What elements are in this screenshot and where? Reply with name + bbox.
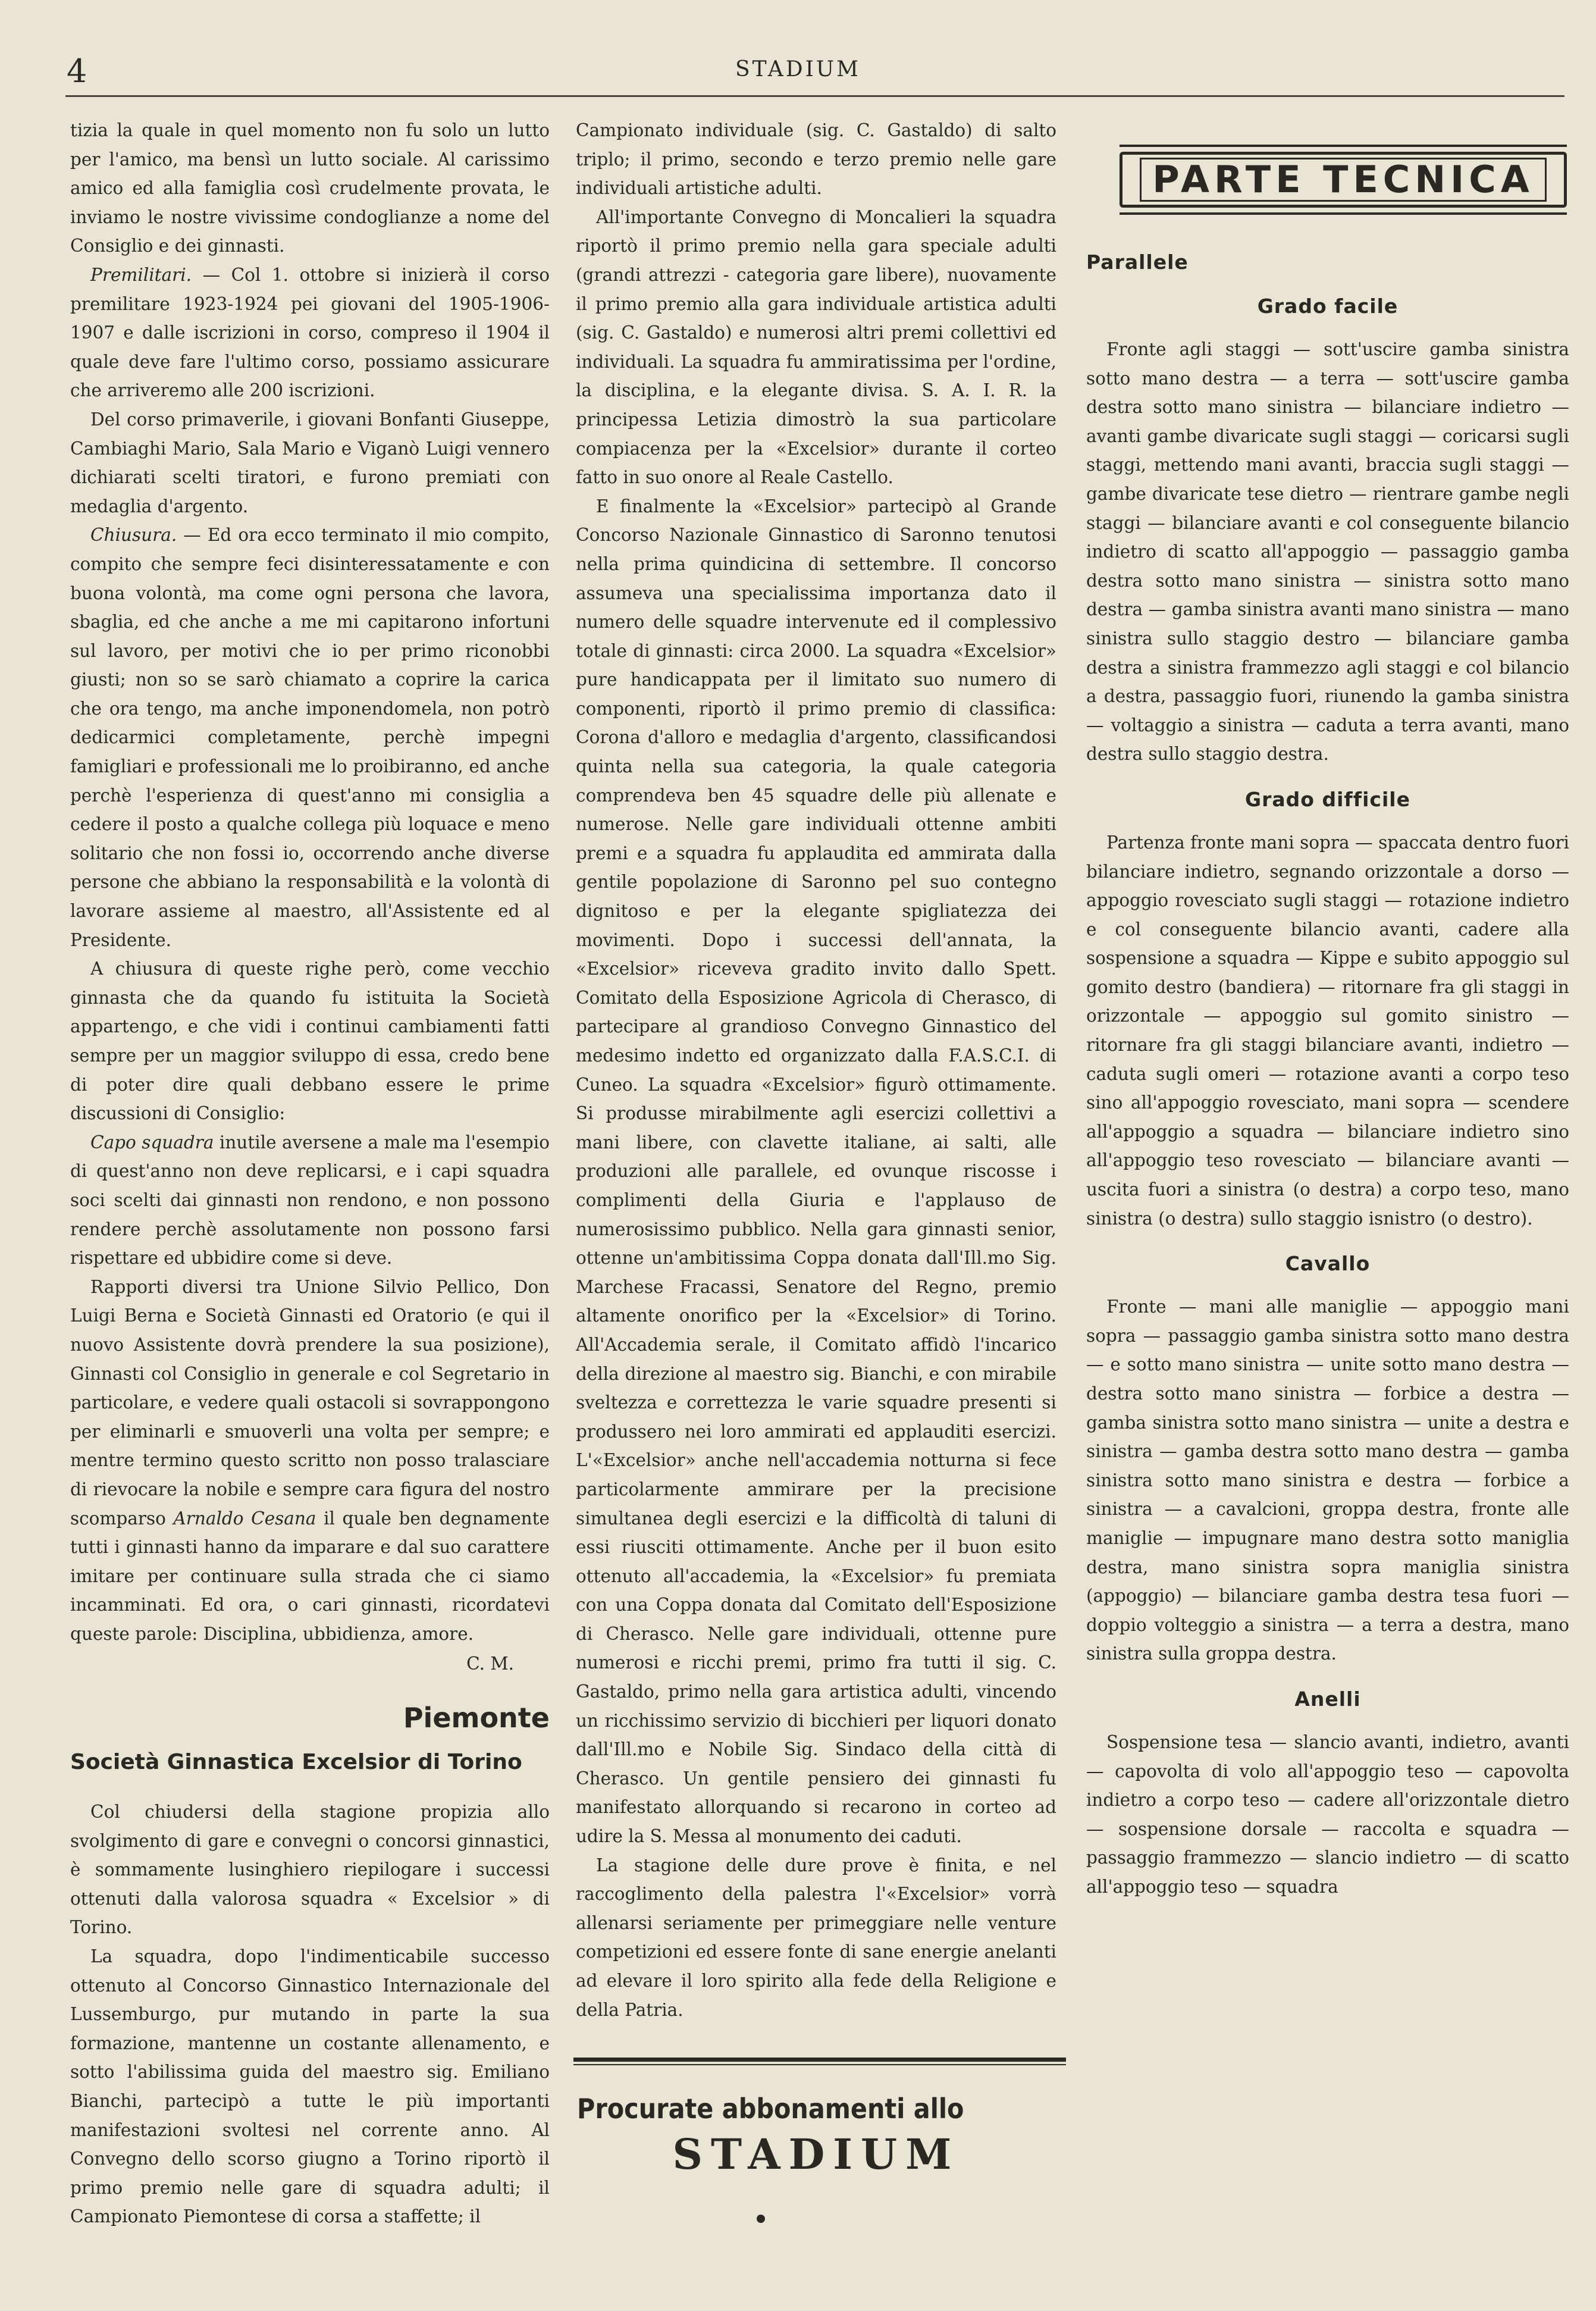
exercise-text: Sospensione tesa — slancio avanti, indietro, avanti — capovolta di volo all'appoggio teso — capovolta indietro a corpo teso — cadere all'orizzontale dietro — sospensione dorsale — raccolta e squadra — passaggio frammezzo — slancio indietro — di scatto all'appoggio teso — squadra xyxy=(1086,1731,1569,1897)
exercise-text: Partenza fronte mani sopra — spaccata dentro fuori bilanciare indietro, segnando orizzontale a dorso — appoggio rovesciato sugli staggi — rotazione indietro e col conseguente bilancio avanti, cadere alla sospensione a squadra — Kippe e subito appoggio sul gomito destro (bandiera) — ritornare fra gli staggi in orizzontale — appoggio sul gomito sinistro — ritornare fra gli staggi bilanciare avanti, indietro — caduta sugli omeri — rotazione avanti a corpo teso sino all'appoggio rovesciato, mani sopra — scendere all'appoggio a squadra — bilanciare indietro sino all'appoggio teso rovesciato — bilanciare avanti — uscita fuori a sinistra (o destra) a corpo teso, mano sinistra (o destra) sullo staggio isnistro (o destro). xyxy=(1086,832,1569,1229)
level-heading-facile: Grado facile xyxy=(1257,295,1399,318)
section-label: Chiusura. xyxy=(90,525,177,546)
apparatus-heading-anelli: Anelli xyxy=(1294,1687,1361,1711)
paragraph: Col chiudersi della stagione propizia allo svolgimento di gare e convegni o concorsi ginnastici, è sommamente lusinghiero riepilogare i successi ottenuti dalla valorosa squadra « Excelsior » di Torino. xyxy=(70,1802,550,1938)
banner-title: PARTE TECNICA xyxy=(1140,158,1547,202)
subscription-promo-line: Procurate abbonamenti allo xyxy=(577,2093,964,2125)
society-heading: Società Ginnastica Excelsior di Torino xyxy=(70,1750,522,1775)
paragraph-text: Rapporti diversi tra Unione Silvio Pellico, Don Luigi Berna e Società Ginnasti ed Oratorio (e qui il nuovo Assistente dovrà prendere la sua posizione), Ginnasti col Consiglio in generale e col Segretario in particolare, e vedere quali ostacoli si sovrappongono per eliminarli e smuoverli una volta per sempre; e mentre termino questo scritto non posso tralasciare di rievocare la nobile e sempre cara figura del nostro scomparso xyxy=(70,1276,550,1529)
section-separator xyxy=(573,2058,1066,2065)
apparatus-heading-cavallo: Cavallo xyxy=(1285,1252,1371,1276)
region-heading: Piemonte xyxy=(403,1702,550,1734)
paragraph-text: inutile aversene a male ma l'esempio di quest'anno non deve replicarsi, e i capi squadra soci scelti dai ginnasti non rendono, e non possono rendere perchè assolutamente non possono farsi rispettare ed ubbidire come si deve. xyxy=(70,1132,550,1269)
paragraph: La stagione delle dure prove è finita, e nel raccoglimento della palestra l'«Excelsior» vorrà allenarsi seriamente per primeggiare nelle venture competizioni ed essere fonte di sane energie anelanti ad elevare il loro spirito alla fede della Religione e della Patria. xyxy=(576,1855,1056,2020)
paragraph: A chiusura di queste righe però, come vecchio ginnasta che da quando fu istituita la Società appartengo, e che vidi i continui cambiamenti fatti sempre per un maggior sviluppo di essa, credo bene di poter dire quali debbano essere le prime discussioni di Consiglio: xyxy=(70,959,550,1124)
paragraph: All'importante Convegno di Moncalieri la squadra riportò il primo premio nella gara speciale adulti (grandi attrezzi - categoria gare libere), nuovamente il primo premio alla gara individuale artistica adulti (sig. C. Gastaldo) e numerosi altri premi collettivi ed individuali. La squadra fu ammiratissima per l'ordine, la disciplina, e la elegante divisa. S. A. I. R. la principessa Letizia dimostrò la sua particolare compiacenza per la «Excelsior» durante il corteo fatto in suo onore al Reale Castello. xyxy=(576,206,1056,488)
section-label: Premilitari. xyxy=(90,264,192,285)
column-left xyxy=(70,116,550,2231)
paragraph: E finalmente la «Excelsior» partecipò al Grande Concorso Nazionale Ginnastico di Saronno tenutosi nella prima quindicina di settembre. Il concorso assumeva una specialissima importanza dato il numero delle squadre intervenute ed il complessivo totale di ginnasti: circa 2000. La squadra «Excelsior» pure handicappata per il limitato suo numero di componenti, riportò il primo premio di classifica: Corona d'alloro e medaglia d'argento, classificandosi quinta nella sua categoria, la quale categoria comprendeva ben 45 squadre delle più allenate e numerose. Nelle gare individuali ottenne ambiti premi e a squadra fu applaudita ed ammirata dalla gentile popolazione di Saronno pel suo contegno dignitoso e per la elegante spigliatezza dei movimenti. Dopo i successi dell'annata, la «Excelsior» riceveva gradito invito dallo Spett. Comitato della Esposizione Agricola di Cherasco, di partecipare al grandioso Convegno Ginnastico del medesimo indetto ed organizzato dalla F.A.S.C.I. di Cuneo. La squadra «Excelsior» figurò ottimamente. Si produsse mirabilmente agli esercizi collettivi a mani libere, con clavette italiane, ai salti, alle produzioni alle parallele, ed ovunque riscosse i complimenti della Giuria e l'applauso de numerosissimo pubblico. Nella gara ginnasti senior, ottenne un'ambitissima Coppa donata dall'Ill.mo Sig. Marchese Fracassi, Senatore del Regno, premio altamente onorifico per la «Excelsior» di Torino. All'Accademia serale, il Comitato affidò l'incarico della direzione al maestro sig. Bianchi, e con mirabile sveltezza e correttezza le varie squadre presenti si produssero nei loro ammirati ed applauditi esercizi. L'«Excelsior» anche nell'accademia notturna si fece particolarmente ammirare per la precisione simultanea degli esercizi e la difficoltà di taluni di essi riusciti ottimamente. Anche per il buon esito ottenuto all'accademia, la «Excelsior» fu premiata con una Coppa donata dal Comitato dell'Esposizione di Cherasco. Nelle gare individuali, ottenne pure numerosi e ricchi premi, primo fra tutti il sig. C. Gastaldo, primo nella gara artistica adulti, vincendo un ricchissimo servizio di bicchieri per liquori donato dall'Ill.mo e Nobile Sig. Sindaco della città di Cherasco. Un gentile pensiero dei ginnasti fu manifestato allorquando si recarono in corteo ad udire la S. Messa al monumento dei caduti. xyxy=(576,496,1056,1847)
column-middle xyxy=(576,116,1056,2180)
person-name: Arnaldo Cesana xyxy=(173,1508,316,1529)
level-heading-difficile: Grado difficile xyxy=(1245,787,1410,811)
paragraph-text: — Col 1. ottobre si inizierà il corso premilitare 1923-1924 pei giovani del 1905-1906-1907 e dalle iscrizioni in corso, compreso il 1904 il quale deve fare l'ultimo corso, possiamo assicurare che arriveremo alle 200 iscrizioni. xyxy=(70,264,550,401)
print-dot xyxy=(757,2215,765,2223)
signature: C. M. xyxy=(466,1654,514,1674)
paragraph: Campionato individuale (sig. C. Gastaldo) di salto triplo; il primo, secondo e terzo premio nelle gare individuali artistiche adulti. xyxy=(576,120,1056,199)
section-label: Capo squadra xyxy=(90,1132,214,1153)
paragraph-rapporti xyxy=(70,1273,550,1649)
paragraph-text: — Ed ora ecco terminato il mio compito, compito che sempre feci disinteressatamente e con buona volontà, ma come ogni persona che lavora, sbaglia, ed che anche a me mi capitarono infortuni sul lavoro, per motivi che io per primo riconobbi giusti; non so se sarò chiamato a coprire la carica che ora tengo, ma anche imponendomela, non potrò dedicarmici completamente, perchè impegni famigliari e professionali me lo proibiranno, ed anche perchè l'esperienza di quest'anno mi consiglia a cedere il posto a qualche collega più loquace e meno solitario che non fossi io, occorrendo anche diverse persone che abbiano la responsabilità e la volontà di lavorare assieme al maestro, all'Assistente ed al Presidente. xyxy=(70,525,550,950)
paragraph: tizia la quale in quel momento non fu solo un lutto per l'amico, ma bensì un lutto sociale. Al carissimo amico ed alla famiglia così crudelmente provata, le inviamo le nostre vivissime condoglianze a nome del Consiglio e dei ginnasti. xyxy=(70,120,550,256)
subscription-promo-title: STADIUM xyxy=(672,2130,960,2180)
masthead-title: STADIUM xyxy=(735,57,861,82)
exercise-text: Fronte — mani alle maniglie — appoggio mani sopra — passaggio gamba sinistra sotto mano destra — e sotto mano sinistra — unite sotto mano destra — destra sotto mano sinistra — forbice a destra — gamba sinistra sotto mano sinistra — unite a destra e sinistra — gamba destra sotto mano destra — gamba sinistra sotto mano sinistra e destra — forbice a sinistra — a cavalcioni, groppa destra, fronte alle maniglie — impugnare mano destra sotto maniglia destra, mano sinistra sopra maniglia sinistra (appoggio) — bilanciare gamba destra tesa fuori — doppio volteggio a sinistra — a terra a destra, mano sinistra sulla groppa destra. xyxy=(1086,1297,1569,1664)
paragraph: Del corso primaverile, i giovani Bonfanti Giuseppe, Cambiaghi Mario, Sala Mario e Viganò Luigi vennero dichiarati scelti tiratori, e furono premiati con medaglia d'argento. xyxy=(70,409,550,516)
exercise-text: Fronte agli staggi — sott'uscire gamba sinistra sotto mano destra — a terra — sott'uscire gamba destra sotto mano sinistra — bilanciare indietro — avanti gambe divaricate sugli staggi — coricarsi sugli staggi, mettendo mani avanti, braccia sugli staggi — gambe divaricate tese dietro — rientrare gambe negli staggi — bilanciare avanti e col conseguente bilancio indietro di scatto all'appoggio — passaggio gamba destra sotto mano sinistra — sinistra sotto mano destra — gamba sinistra avanti mano sinistra — mano sinistra sullo staggio destro — bilanciare gamba destra a sinistra frammezzo agli staggi e col bilancio a destra, passaggio fuori, riunendo la gamba sinistra — voltaggio a sinistra — caduta a terra avanti, mano destra sullo staggio destra. xyxy=(1086,339,1569,765)
paragraph-premilitari xyxy=(70,261,550,405)
paragraph-chiusura xyxy=(70,521,550,954)
column-right xyxy=(1086,116,1569,1902)
paragraph-text: il quale ben degnamente tutti i ginnasti hanno da imparare e dal suo carattere imitare per continuare sulla strada che ci siamo incamminati. Ed ora, o cari ginnasti, ricordatevi queste parole: Disciplina, ubbidienza, amore. xyxy=(70,1508,550,1644)
page-number: 4 xyxy=(67,52,87,90)
banner-frame xyxy=(1120,152,1567,208)
section-banner xyxy=(1086,152,1569,208)
paragraph-capo-squadra xyxy=(70,1128,550,1273)
apparatus-heading-parallele: Parallele xyxy=(1086,250,1189,274)
header-rule xyxy=(65,95,1564,97)
paragraph: La squadra, dopo l'indimenticabile successo ottenuto al Concorso Ginnastico Internazionale del Lussemburgo, pur mutando in parte la sua formazione, mantenne un costante allenamento, e sotto l'abilissima guida del maestro sig. Emiliano Bianchi, partecipò a tutte le più importanti manifestazioni svoltesi nel corrente anno. Al Convegno dello scorso giugno a Torino riportò il primo premio nelle gare di squadra adulti; il Campionato Piemontese di corsa a staffette; il xyxy=(70,1946,550,2227)
